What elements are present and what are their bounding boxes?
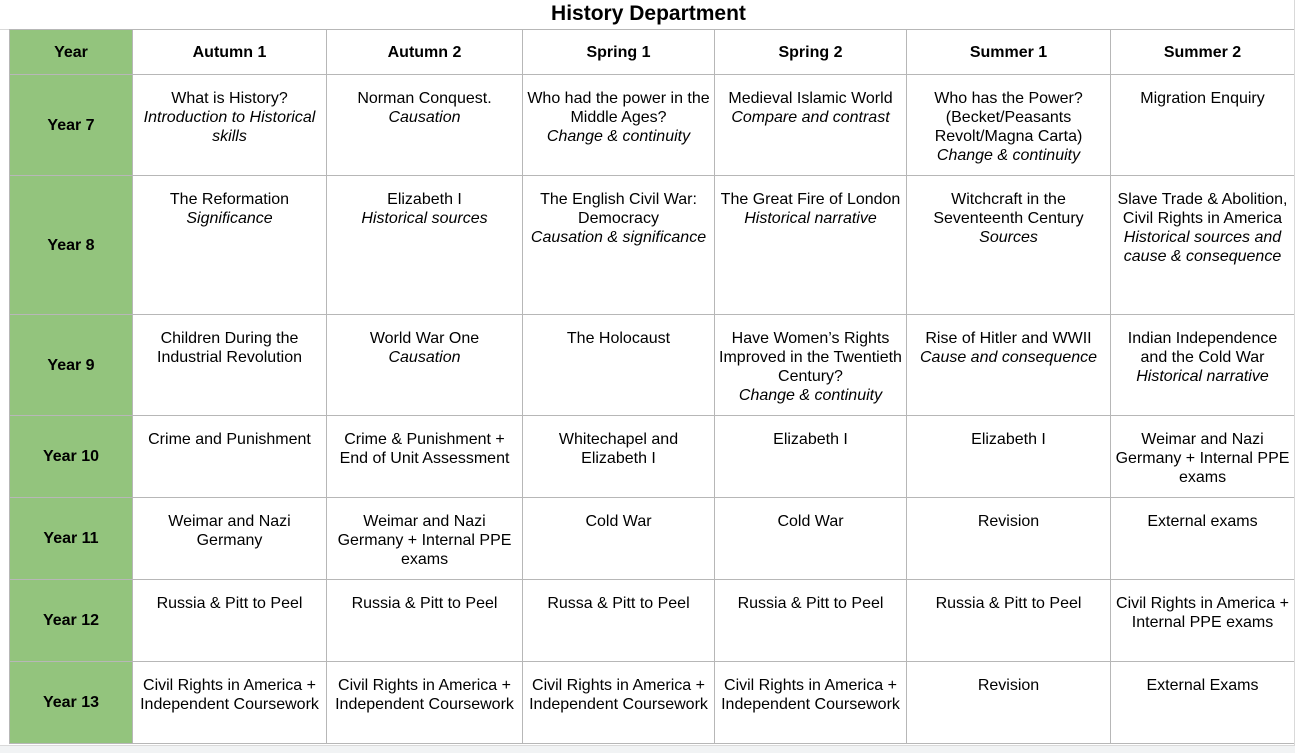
table-cell[interactable] — [523, 315, 715, 416]
cell-content — [1111, 662, 1294, 695]
topic-text: Russia & Pitt to Peel — [737, 595, 884, 612]
topic-text: External Exams — [1146, 677, 1259, 694]
cell-content — [327, 580, 522, 613]
table-cell[interactable] — [715, 580, 907, 662]
cell-content — [327, 416, 522, 468]
topic-text: The Holocaust — [566, 330, 671, 347]
cell-content — [907, 416, 1110, 449]
table-cell[interactable] — [1111, 498, 1295, 580]
cell-content — [1111, 75, 1294, 108]
column-header-summer-2[interactable]: Summer 2 — [1111, 30, 1295, 75]
year-label[interactable]: Year 9 — [10, 315, 133, 416]
cell-content — [907, 580, 1110, 613]
cell-content — [523, 498, 714, 531]
cell-content — [327, 498, 522, 569]
skill-focus-text: Cause and consequence — [919, 349, 1098, 366]
topic-text: Civil Rights in America + Independent Coursework — [529, 677, 708, 713]
cell-content — [715, 498, 906, 531]
cell-content — [133, 662, 326, 714]
table-cell[interactable] — [133, 498, 327, 580]
table-cell[interactable] — [1111, 416, 1295, 498]
cell-content — [327, 662, 522, 714]
topic-text: Crime and Punishment — [148, 431, 311, 448]
year-label[interactable]: Year 13 — [10, 662, 133, 744]
table-cell[interactable] — [715, 498, 907, 580]
topic-text: Elizabeth I — [387, 191, 462, 208]
cell-content — [327, 315, 522, 367]
skill-focus-text: Introduction to Historical skills — [143, 109, 316, 145]
table-cell[interactable] — [1111, 580, 1295, 662]
table-cell[interactable] — [523, 662, 715, 744]
table-cell[interactable] — [327, 416, 523, 498]
topic-text: Whitechapel and Elizabeth I — [558, 431, 679, 467]
topic-text: Witchcraft in the Seventeenth Century — [933, 191, 1084, 227]
topic-text: Weimar and Nazi Germany + Internal PPE exams — [337, 513, 512, 568]
cell-content — [907, 75, 1110, 165]
table-cell[interactable] — [327, 662, 523, 744]
cell-content — [715, 580, 906, 613]
cell-content — [907, 498, 1110, 531]
skill-focus-text: Historical narrative — [744, 210, 877, 227]
cell-content — [133, 75, 326, 146]
table-cell[interactable] — [327, 75, 523, 176]
table-cell[interactable] — [523, 176, 715, 315]
topic-text: World War One — [369, 330, 480, 347]
skill-focus-text: Change & continuity — [546, 128, 691, 145]
skill-focus-text: Historical sources — [361, 210, 488, 227]
topic-text: Civil Rights in America + Independent Coursework — [335, 677, 514, 713]
cell-content — [133, 498, 326, 550]
table-cell[interactable] — [523, 416, 715, 498]
cell-content — [133, 416, 326, 449]
table-row — [10, 176, 1295, 315]
table-cell[interactable] — [715, 416, 907, 498]
year-column-header[interactable]: Year — [10, 30, 133, 75]
topic-text: The Reformation — [169, 191, 290, 208]
skill-focus-text: Compare and contrast — [731, 109, 890, 126]
topic-text: Indian Independence and the Cold War — [1127, 330, 1278, 366]
cell-content — [715, 662, 906, 714]
table-cell[interactable] — [133, 416, 327, 498]
table-cell[interactable] — [907, 75, 1111, 176]
topic-text: Russia & Pitt to Peel — [351, 595, 498, 612]
skill-focus-text: Change & continuity — [738, 387, 883, 404]
cell-content — [1111, 176, 1294, 266]
topic-text: Norman Conquest. — [357, 90, 492, 107]
cell-content — [907, 315, 1110, 367]
topic-text: Russia & Pitt to Peel — [156, 595, 303, 612]
cell-content — [907, 662, 1110, 695]
topic-text: Civil Rights in America + Independent Coursework — [140, 677, 319, 713]
table-cell[interactable] — [907, 416, 1111, 498]
title-bar — [0, 0, 1295, 30]
table-body — [10, 75, 1295, 744]
table-cell[interactable] — [907, 580, 1111, 662]
skill-focus-text: Historical narrative — [1136, 368, 1269, 385]
horizontal-scrollbar[interactable] — [0, 745, 1295, 753]
table-row — [10, 580, 1295, 662]
year-label[interactable]: Year 10 — [10, 416, 133, 498]
topic-text: External exams — [1147, 513, 1258, 530]
cell-content — [133, 176, 326, 228]
cell-content — [715, 176, 906, 228]
table-cell[interactable] — [907, 498, 1111, 580]
skill-focus-text: Causation — [388, 109, 461, 126]
topic-text: Who had the power in the Middle Ages? — [527, 90, 710, 126]
skill-focus-text: Sources — [979, 229, 1038, 246]
table-cell[interactable] — [133, 75, 327, 176]
table-cell[interactable] — [327, 176, 523, 315]
cell-content — [327, 176, 522, 228]
table-cell[interactable] — [133, 580, 327, 662]
topic-text: The English Civil War: Democracy — [540, 191, 697, 227]
cell-content — [907, 176, 1110, 247]
topic-text: Civil Rights in America + Internal PPE exams — [1116, 595, 1289, 631]
topic-text: Civil Rights in America + Independent Coursework — [721, 677, 900, 713]
year-label[interactable]: Year 12 — [10, 580, 133, 662]
cell-content — [715, 315, 906, 405]
table-cell[interactable] — [1111, 315, 1295, 416]
cell-content — [1111, 315, 1294, 386]
topic-text: Elizabeth I — [773, 431, 848, 448]
cell-content — [133, 315, 326, 367]
skill-focus-text: Causation & significance — [530, 229, 707, 246]
topic-text: Crime & Punishment + End of Unit Assessment — [339, 431, 510, 467]
skill-focus-text: Historical sources and cause & consequence — [1123, 229, 1282, 265]
topic-text: Russa & Pitt to Peel — [547, 595, 690, 612]
topic-text: The Great Fire of London — [720, 191, 901, 208]
table-cell[interactable] — [133, 176, 327, 315]
table-cell[interactable] — [327, 315, 523, 416]
topic-text: What is History? — [171, 90, 288, 107]
table-cell[interactable] — [907, 662, 1111, 744]
cell-content — [1111, 580, 1294, 632]
table-row — [10, 315, 1295, 416]
cell-content — [715, 416, 906, 449]
cell-content — [1111, 416, 1294, 487]
skill-focus-text: Change & continuity — [936, 147, 1081, 164]
table-cell[interactable] — [327, 580, 523, 662]
table-cell[interactable] — [715, 315, 907, 416]
column-header-summer-1[interactable]: Summer 1 — [907, 30, 1111, 75]
cell-content — [715, 75, 906, 127]
header-row — [10, 30, 1295, 75]
cell-content — [523, 416, 714, 468]
topic-text: Children During the Industrial Revolution — [157, 330, 302, 366]
column-header-autumn-1[interactable]: Autumn 1 — [133, 30, 327, 75]
topic-text: Russia & Pitt to Peel — [935, 595, 1082, 612]
cell-content — [1111, 498, 1294, 531]
topic-text: Medieval Islamic World — [728, 90, 893, 107]
topic-text: Cold War — [585, 513, 652, 530]
cell-content — [327, 75, 522, 127]
table-cell[interactable] — [523, 580, 715, 662]
column-header-autumn-2[interactable]: Autumn 2 — [327, 30, 523, 75]
table-cell[interactable] — [715, 662, 907, 744]
skill-focus-text: Causation — [388, 349, 461, 366]
topic-text: Who has the Power? (Becket/Peasants Revolt/Magna Carta) — [934, 90, 1083, 145]
cell-content — [523, 176, 714, 247]
table-cell[interactable] — [715, 75, 907, 176]
table-cell[interactable] — [133, 315, 327, 416]
year-label[interactable]: Year 7 — [10, 75, 133, 176]
topic-text: Elizabeth I — [971, 431, 1046, 448]
year-label[interactable]: Year 8 — [10, 176, 133, 315]
topic-text: Rise of Hitler and WWII — [925, 330, 1092, 347]
table-row — [10, 498, 1295, 580]
column-header-spring-1[interactable]: Spring 1 — [523, 30, 715, 75]
table-cell[interactable] — [715, 176, 907, 315]
cell-content — [523, 75, 714, 146]
table-row — [10, 416, 1295, 498]
topic-text: Migration Enquiry — [1140, 90, 1265, 107]
column-header-spring-2[interactable]: Spring 2 — [715, 30, 907, 75]
year-label[interactable]: Year 11 — [10, 498, 133, 580]
cell-content — [523, 315, 714, 348]
topic-text: Weimar and Nazi Germany + Internal PPE exams — [1115, 431, 1290, 486]
table-row — [10, 662, 1295, 744]
skill-focus-text: Significance — [186, 210, 273, 227]
table-cell[interactable] — [1111, 176, 1295, 315]
topic-text: Have Women’s Rights Improved in the Twentieth Century? — [719, 330, 902, 385]
table-cell[interactable] — [523, 498, 715, 580]
topic-text: Weimar and Nazi Germany — [168, 513, 291, 549]
cell-content — [523, 580, 714, 613]
topic-text: Cold War — [777, 513, 844, 530]
table-cell[interactable] — [907, 176, 1111, 315]
table-cell[interactable] — [133, 662, 327, 744]
table-cell[interactable] — [1111, 75, 1295, 176]
cell-content — [133, 580, 326, 613]
topic-text: Revision — [977, 677, 1040, 694]
table-row — [10, 75, 1295, 176]
table-cell[interactable] — [1111, 662, 1295, 744]
table-cell[interactable] — [523, 75, 715, 176]
table-cell[interactable] — [907, 315, 1111, 416]
topic-text: Revision — [977, 513, 1040, 530]
topic-text: Slave Trade & Abolition, Civil Rights in America — [1117, 191, 1288, 227]
curriculum-table — [9, 29, 1295, 744]
cell-content — [523, 662, 714, 714]
sheet-title: History Department — [551, 2, 746, 25]
table-cell[interactable] — [327, 498, 523, 580]
